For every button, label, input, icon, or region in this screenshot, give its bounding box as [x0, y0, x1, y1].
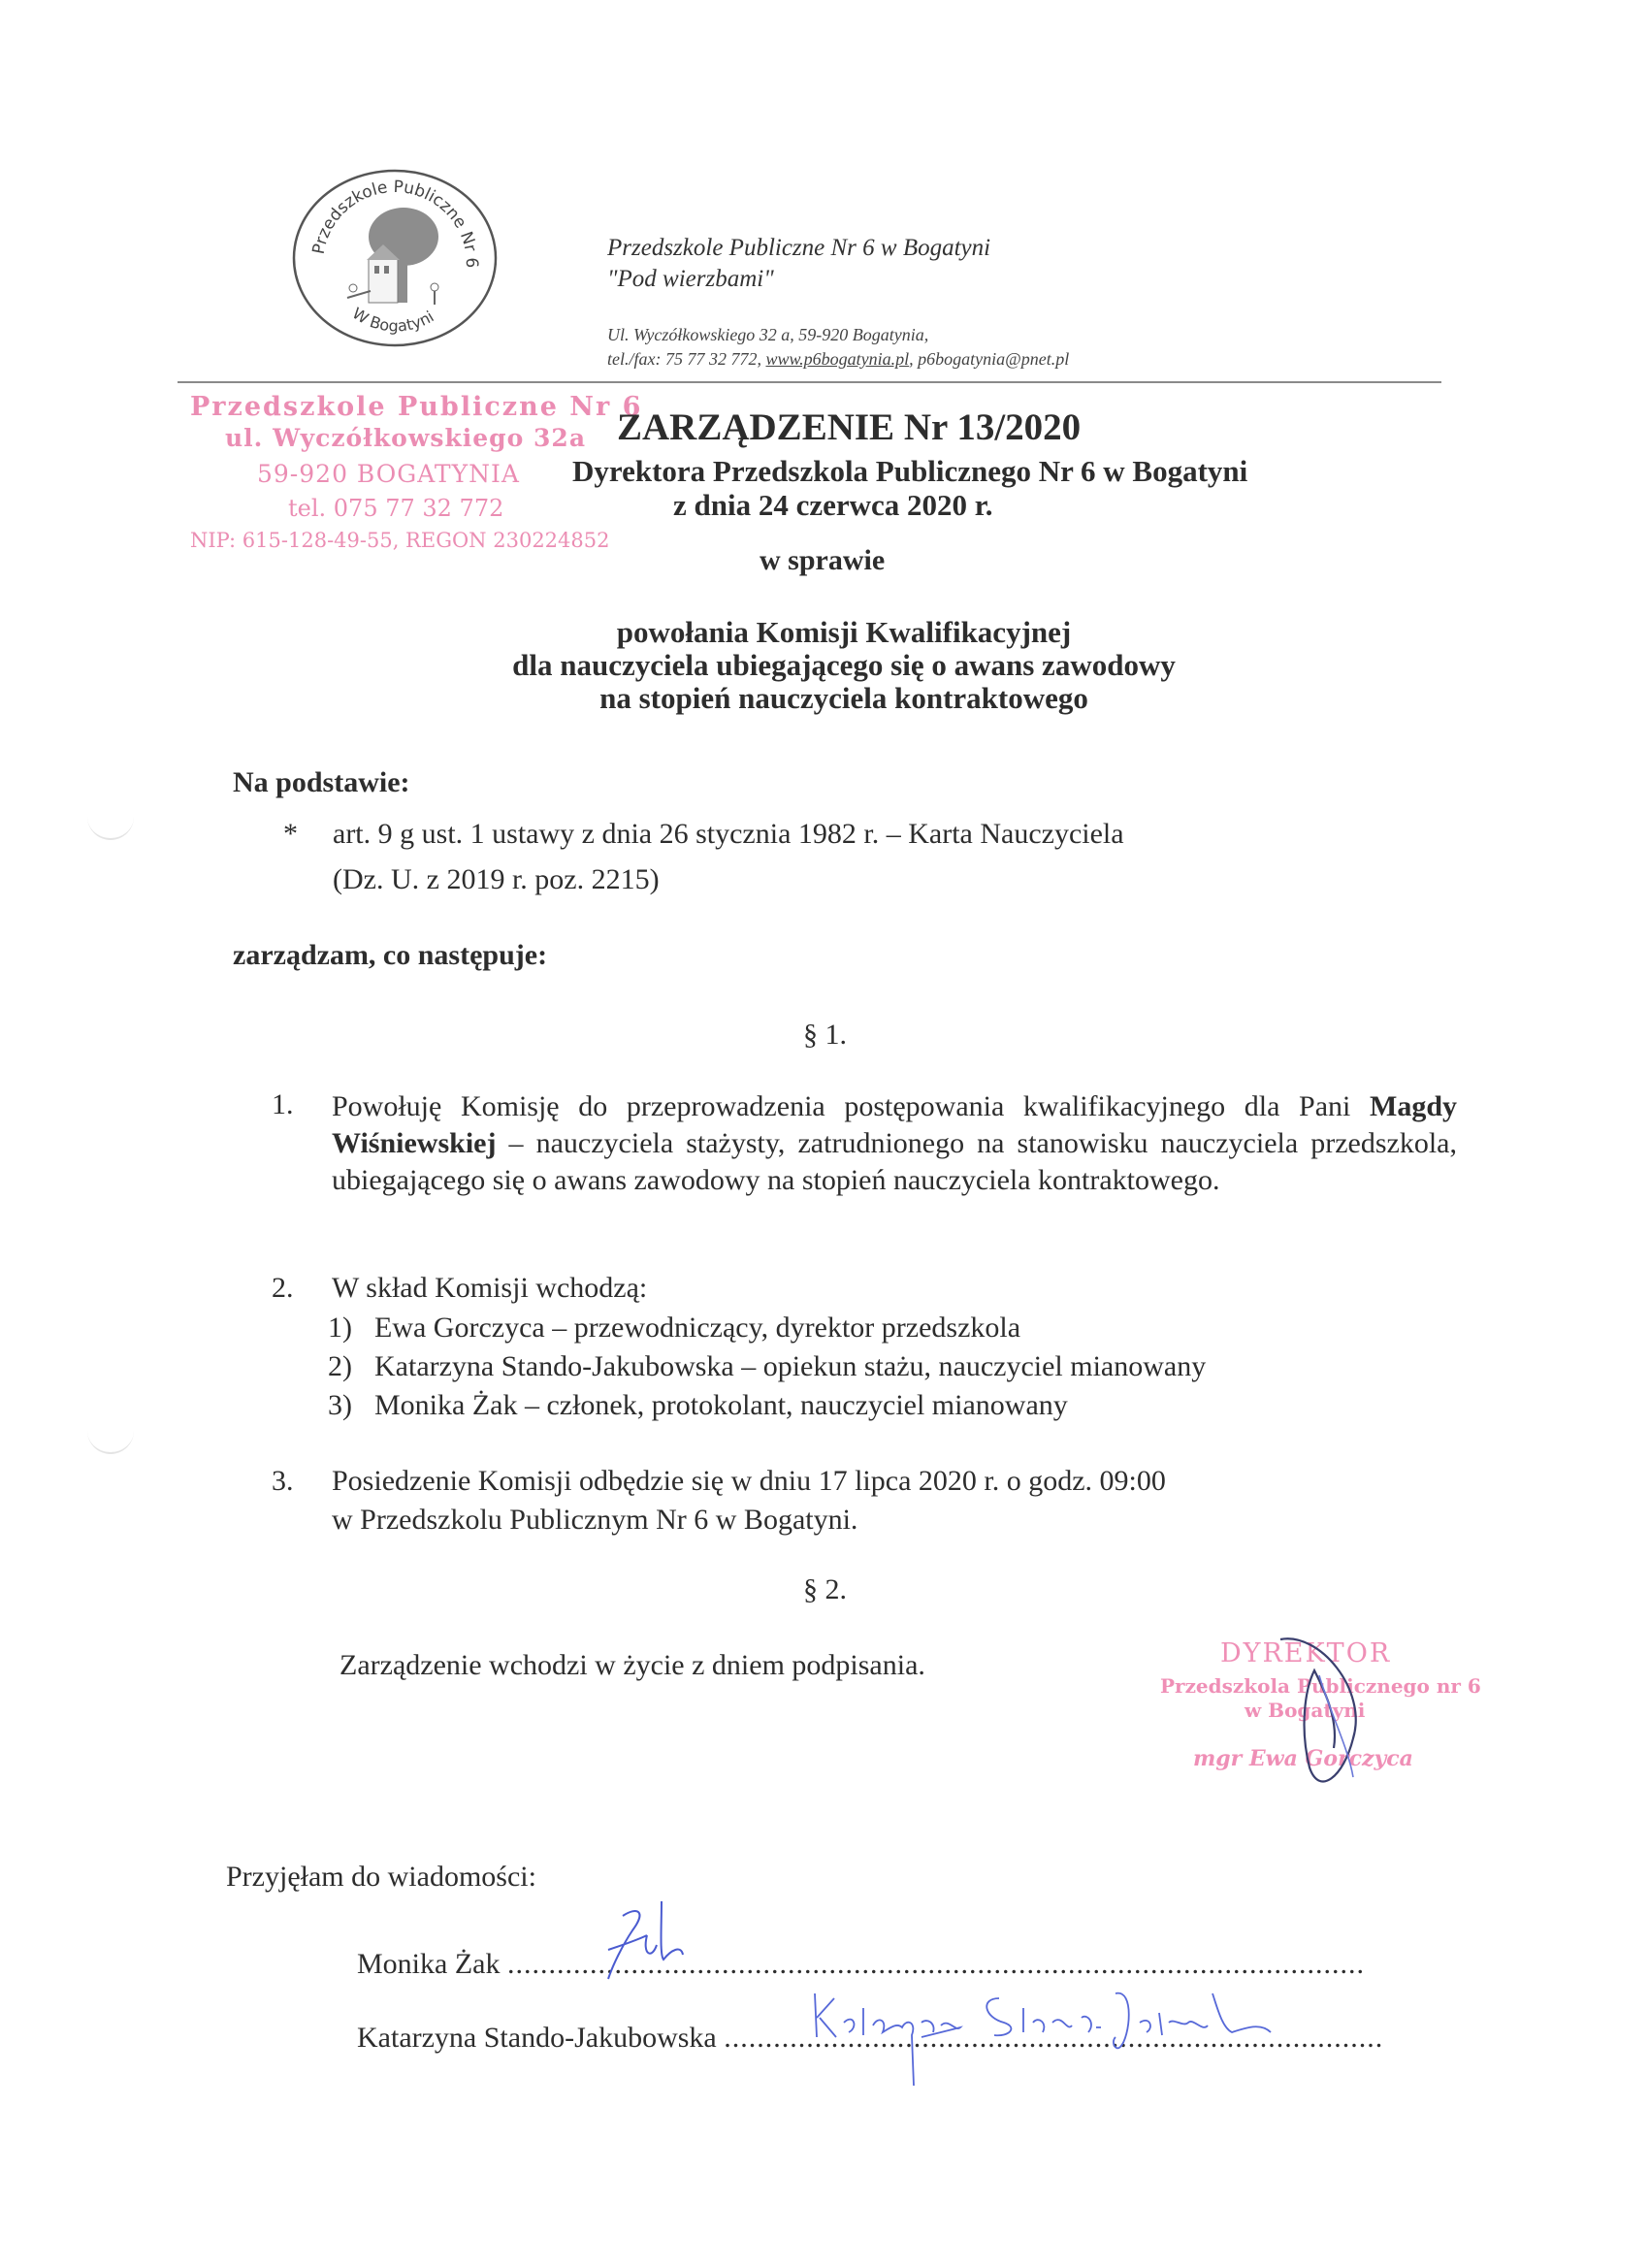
signature-line: ........................................................................................................	[506, 1948, 1365, 1980]
member-number: 1)	[328, 1312, 352, 1344]
phone-fax: tel./fax: 75 77 32 772,	[607, 349, 766, 369]
stamp-line-3: 59-920 BOGATYNIA	[257, 460, 520, 488]
school-address: Ul. Wyczółkowskiego 32 a, 59-920 Bogatynia,	[607, 325, 929, 344]
bullet-icon: *	[283, 818, 298, 850]
stamp-line-2: ul. Wyczółkowskiego 32a	[225, 424, 587, 452]
acknowledgement-heading: Przyjęłam do wiadomości:	[226, 1861, 536, 1893]
point-3-line-2: w Przedszkolu Publicznym Nr 6 w Bogatyni.	[332, 1504, 858, 1536]
topic-line: na stopień nauczyciela kontraktowego	[599, 681, 1088, 715]
svg-text:W Bogatyni: W Bogatyni	[348, 304, 437, 336]
member-text: Ewa Gorczyca – przewodniczący, dyrektor przedszkola	[374, 1312, 1021, 1344]
in-matter-label: w sprawie	[760, 544, 886, 576]
topic-line: powołania Komisji Kwalifikacyjnej	[616, 615, 1072, 649]
stamp-line-4: tel. 075 77 32 772	[288, 495, 504, 522]
director-signature-icon	[1261, 1632, 1387, 1792]
basis-heading: Na podstawie:	[233, 766, 410, 798]
section-2-heading: § 2.	[803, 1573, 847, 1605]
point-2-text: W skład Komisji wchodzą:	[332, 1272, 648, 1304]
basis-line-1: art. 9 g ust. 1 ustawy z dnia 26 stycznia 1982 r. – Karta Nauczyciela	[333, 818, 1124, 850]
director-stamp-town: w Bogatyni	[1245, 1699, 1366, 1722]
school-motto: "Pod wierzbami"	[607, 266, 774, 292]
decree-intro: zarządzam, co następuje:	[233, 939, 548, 971]
signature-zak-icon	[594, 1896, 700, 1984]
point-3-line-1: Posiedzenie Komisji odbędzie się w dniu 17 lipca 2020 r. o godz. 09:00	[332, 1465, 1166, 1497]
stamp-line-1: Przedszkole Publiczne Nr 6	[190, 392, 643, 422]
point-1-intro: Powołuję Komisję do przeprowadzenia postępowania kwalifikacyjnego dla Pani	[332, 1090, 1370, 1122]
signatory-name: Katarzyna Stando-Jakubowska	[357, 2022, 717, 2054]
signature-line: ................................................................................	[724, 2022, 1384, 2054]
email-link[interactable]: p6bogatynia@pnet.pl	[918, 349, 1070, 369]
document-title: ZARZĄDZENIE Nr 13/2020	[617, 406, 1082, 448]
point-3-number: 3.	[272, 1465, 294, 1497]
candidate-name: Magdy Wiśniewskiej	[332, 1090, 1457, 1159]
signatory-name: Monika Żak	[357, 1948, 501, 1980]
topic-line: dla nauczyciela ubiegającego się o awans zawodowy	[512, 648, 1176, 682]
member-text: Katarzyna Stando-Jakubowska – opiekun stażu, nauczyciel mianowany	[374, 1350, 1207, 1382]
document-issuer: Dyrektora Przedszkola Publicznego Nr 6 w Bogatyni	[572, 454, 1248, 488]
signature-stando-jakubowska-icon	[805, 1979, 1310, 2095]
separator: ,	[909, 349, 919, 369]
point-2-number: 2.	[272, 1272, 294, 1304]
acknowledgement-row	[357, 1948, 1365, 1981]
committee-member	[328, 1350, 1206, 1383]
committee-member	[328, 1312, 1020, 1345]
stamp-line-5: NIP: 615-128-49-55, REGON 230224852	[190, 529, 610, 552]
school-name: Przedszkole Publiczne Nr 6 w Bogatyni	[607, 235, 991, 261]
director-stamp-title: DYREKTOR	[1220, 1638, 1392, 1669]
svg-text:Przedszkole Publiczne Nr 6: Przedszkole Publiczne Nr 6	[308, 177, 482, 269]
member-number: 2)	[328, 1350, 352, 1382]
document-date: z dnia 24 czerwca 2020 r.	[673, 488, 993, 522]
margin-punch-mark	[87, 817, 134, 840]
member-number: 3)	[328, 1389, 352, 1421]
director-stamp-institution: Przedszkola Publicznego nr 6	[1160, 1674, 1481, 1698]
margin-punch-mark	[87, 1431, 134, 1454]
point-1-number: 1.	[272, 1088, 294, 1120]
school-contact	[607, 349, 1069, 370]
website-link[interactable]: www.p6bogatynia.pl	[765, 349, 910, 369]
effective-clause: Zarządzenie wchodzi w życie z dniem podpisania.	[340, 1649, 925, 1681]
point-1-text	[332, 1088, 1457, 1199]
basis-line-2: (Dz. U. z 2019 r. poz. 2215)	[333, 863, 660, 895]
member-text: Monika Żak – członek, protokolant, nauczyciel mianowany	[374, 1389, 1068, 1421]
school-logo	[289, 167, 501, 349]
director-stamp-name: mgr Ewa Gorczyca	[1193, 1746, 1413, 1771]
section-1-heading: § 1.	[803, 1019, 847, 1051]
school-logo-icon	[289, 167, 501, 349]
point-1-rest: – nauczyciela stażysty, zatrudnionego na stanowisku nauczyciela przedszkola, ubiegającego się o awans zawodowy na stopień nauczyciela kontraktowego.	[332, 1127, 1457, 1196]
committee-member	[328, 1389, 1068, 1422]
document-topic	[466, 616, 1222, 715]
letterhead-divider	[178, 381, 1441, 383]
